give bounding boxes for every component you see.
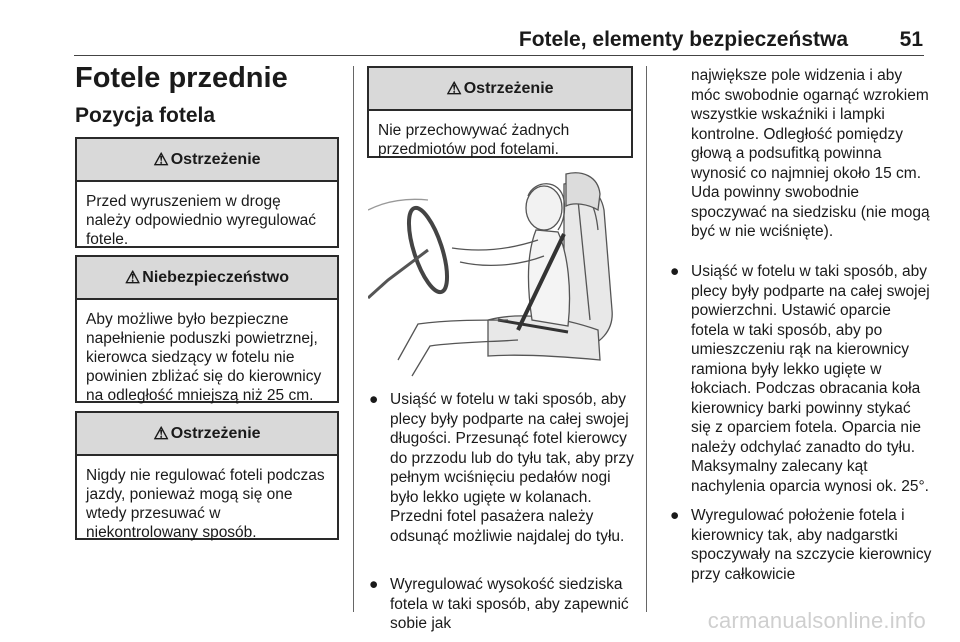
list-item-text: Wyregulować wysokość siedziska fotela w taki sposób, aby zapewnić sobie jak [390,576,629,632]
warning-icon: ⚠ [153,423,169,443]
warning-icon: ⚠ [125,267,141,287]
warning-box-2 [75,411,339,540]
box-type-label: Ostrzeżenie [463,79,554,97]
header-title: Fotele, elementy bezpieczeństwa [518,28,848,51]
list-item-text: Usiąść w fotelu w taki sposób, aby plecy były podparte na całej swojej powierzchni. Ustawić oparcie fotela w taki sposób, aby po umieszczeniu rąk na kierownicy ramiona były lekko ugięte w łokciach. Podczas obracania koła kierownicy barki powinny stykać się z oparciem fotela. Oparcia nie należy odchylać zanadto do tyłu. Maksymalny zalecany kąt nachylenia oparcia wynosi ok. 25°. [691,263,930,495]
box-text: Nigdy nie regulować foteli podczas jazdy, ponieważ mogą się one wtedy przesuwać w niekontrolowany sposób. [86,467,325,541]
box-header [369,68,631,111]
box-text: Aby możliwe było bezpieczne napełnienie poduszki powietrznej, kierowca siedzący w fotelu nie powinien zbliżać się do kierownicy na odległość mniejszą niż 25 cm. [86,311,322,404]
bullet-icon: ● [670,263,680,280]
list-item [369,390,637,546]
list-item [369,575,637,634]
page-header [0,0,960,56]
danger-box [75,255,339,403]
box-type-label: Niebezpieczeństwo [142,268,289,286]
box-header [77,257,337,300]
column-divider-2 [646,66,647,612]
list-item [670,506,932,584]
subsection-title: Pozycja fotela [75,104,216,127]
bullet-icon: ● [670,507,680,524]
bullet-icon: ● [369,576,379,593]
warning-box-1 [75,137,339,248]
bullet-icon: ● [369,391,379,408]
section-title: Fotele przednie [75,62,288,94]
driver-seat-drawing [368,170,632,380]
warning-box-3 [367,66,633,158]
box-type-label: Ostrzeżenie [170,150,261,168]
list-item-text: Usiąść w fotelu w taki sposób, aby plecy były podparte na całej swojej długości. Przesunąć fotel kierowcy do przzodu lub do tyłu tak, aby przy pełnym wciśnięciu pedałów nogi było lekko ugięte w kolanach. Przedni fotel pasażera należy odsunąć możliwie najdalej do tyłu. [390,391,634,545]
seat-position-illustration [368,170,632,380]
continuation-text: największe pole widzenia i aby móc swobodnie ogarnąć wzrokiem wszystkie wskaźniki i lampki kontrolne. Odległość pomiędzy głową a podsufitką powinna wynosić co najmniej około 15 cm. Uda powinny swobodnie spoczywać na siedzisku (nie mogą być w nie wciśnięte). [691,67,930,240]
box-type-label: Ostrzeżenie [170,424,261,442]
warning-icon: ⚠ [153,149,169,169]
box-text: Przed wyruszeniem w drogę należy odpowiednio wyregulować fotele. [86,193,317,248]
box-header [77,139,337,182]
header-divider [74,55,924,56]
box-header [77,413,337,456]
box-text: Nie przechowywać żadnych przedmiotów pod fotelami. [378,122,570,158]
warning-icon: ⚠ [446,78,462,98]
list-item-text: Wyregulować położenie fotela i kierownicy tak, aby nadgarstki spoczywały na szczycie kierownicy przy całkowicie [691,507,932,583]
watermark: carmanualsonline.info [707,608,926,633]
list-item [670,262,932,496]
page-number: 51 [899,28,923,51]
column-divider-1 [353,66,354,612]
